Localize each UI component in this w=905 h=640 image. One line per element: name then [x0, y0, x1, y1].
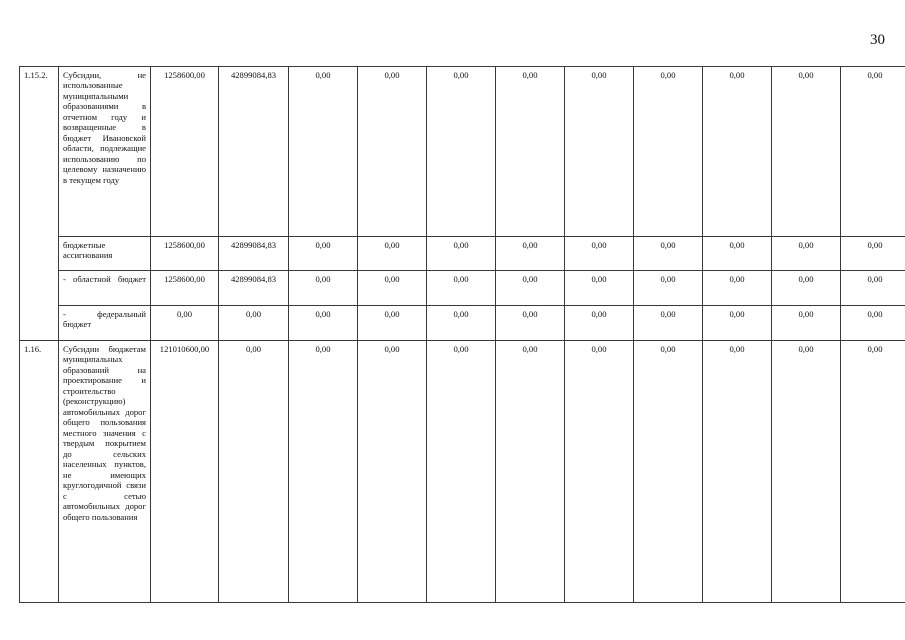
- value-cell: 0,00: [496, 306, 565, 341]
- value-cell: 0,00: [703, 341, 772, 603]
- value-cell: 0,00: [565, 271, 634, 306]
- value-cell: 0,00: [427, 237, 496, 271]
- value-cell: 0,00: [289, 271, 358, 306]
- table-row: [20, 341, 905, 603]
- value-cell: 1258600,00: [151, 271, 219, 306]
- row-description: - областной бюджет: [59, 271, 151, 306]
- value-cell: 1258600,00: [151, 237, 219, 271]
- row-description: Субсидии бюджетам муниципальных образований на проектирование и строительство (реконструкцию) автомобильных дорог общего пользования местного значения с твердым покрытием до сельских населенных пунктов, не имеющих круглогодичной связи с сетью автомобильных дорог общего пользования: [59, 341, 151, 603]
- value-cell: 0,00: [151, 306, 219, 341]
- value-cell: 42899084,83: [219, 237, 289, 271]
- value-cell: 0,00: [634, 341, 703, 603]
- value-cell: 0,00: [565, 341, 634, 603]
- page-number: 30: [870, 32, 885, 48]
- value-cell: 0,00: [703, 237, 772, 271]
- value-cell: 0,00: [841, 237, 905, 271]
- value-cell: 0,00: [634, 237, 703, 271]
- value-cell: 0,00: [703, 271, 772, 306]
- value-cell: 0,00: [427, 271, 496, 306]
- value-cell: 0,00: [841, 341, 905, 603]
- value-cell: 0,00: [703, 306, 772, 341]
- value-cell: 0,00: [772, 306, 841, 341]
- value-cell: 0,00: [358, 306, 427, 341]
- value-cell: 42899084,83: [219, 67, 289, 237]
- value-cell: 121010600,00: [151, 341, 219, 603]
- value-cell: 0,00: [841, 67, 905, 237]
- table-row: [20, 237, 905, 271]
- value-cell: 0,00: [841, 306, 905, 341]
- value-cell: 0,00: [565, 67, 634, 237]
- value-cell: 0,00: [289, 237, 358, 271]
- value-cell: 0,00: [427, 67, 496, 237]
- value-cell: 0,00: [841, 271, 905, 306]
- value-cell: 0,00: [427, 306, 496, 341]
- value-cell: 0,00: [358, 67, 427, 237]
- value-cell: 0,00: [289, 67, 358, 237]
- row-description: - федеральный бюджет: [59, 306, 151, 341]
- value-cell: 0,00: [496, 271, 565, 306]
- value-cell: 0,00: [634, 67, 703, 237]
- value-cell: 0,00: [427, 341, 496, 603]
- value-cell: 0,00: [358, 237, 427, 271]
- value-cell: 0,00: [772, 271, 841, 306]
- value-cell: 0,00: [772, 67, 841, 237]
- row-code: 1.16.: [20, 341, 59, 603]
- value-cell: 0,00: [772, 341, 841, 603]
- table-row: [20, 306, 905, 341]
- value-cell: 0,00: [496, 67, 565, 237]
- value-cell: 0,00: [565, 237, 634, 271]
- value-cell: 0,00: [772, 237, 841, 271]
- value-cell: 1258600,00: [151, 67, 219, 237]
- value-cell: 42899084,83: [219, 271, 289, 306]
- value-cell: 0,00: [565, 306, 634, 341]
- value-cell: 0,00: [703, 67, 772, 237]
- value-cell: 0,00: [289, 341, 358, 603]
- table-body: [20, 67, 905, 603]
- value-cell: 0,00: [358, 271, 427, 306]
- row-code: 1.15.2.: [20, 67, 59, 341]
- budget-table: [19, 66, 905, 603]
- value-cell: 0,00: [219, 306, 289, 341]
- value-cell: 0,00: [634, 271, 703, 306]
- row-description: Субсидии, не использованные муниципальными образованиями в отчетном году и возвращенные в бюджет Ивановской области, подлежащие использованию по целевому назначению в текущем году: [59, 67, 151, 237]
- value-cell: 0,00: [358, 341, 427, 603]
- value-cell: 0,00: [289, 306, 358, 341]
- table-row: [20, 271, 905, 306]
- row-description: бюджетные ассигнования: [59, 237, 151, 271]
- table-row: [20, 67, 905, 237]
- value-cell: 0,00: [496, 341, 565, 603]
- value-cell: 0,00: [496, 237, 565, 271]
- value-cell: 0,00: [634, 306, 703, 341]
- value-cell: 0,00: [219, 341, 289, 603]
